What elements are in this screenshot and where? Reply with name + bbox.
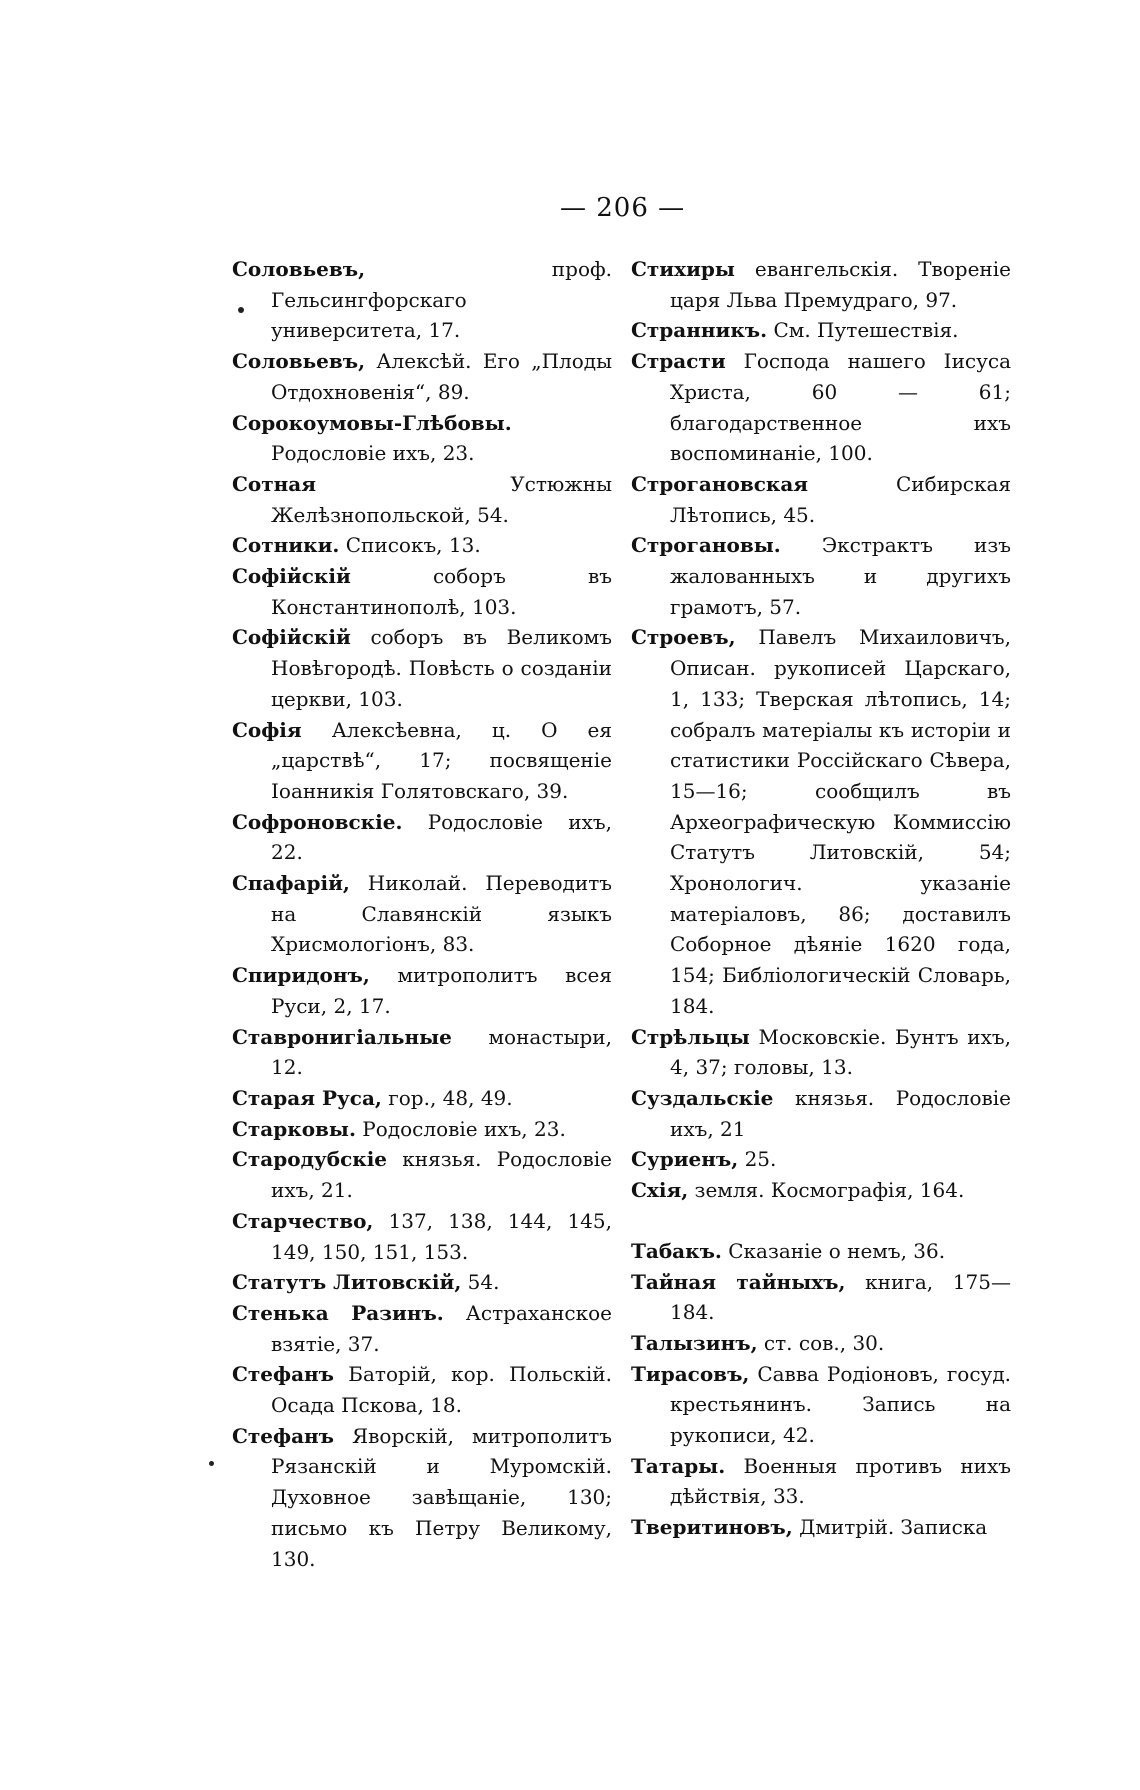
scan-speck bbox=[238, 307, 244, 313]
entry-heading: Стенька Разинъ. bbox=[232, 1300, 444, 1325]
page-number: — 206 — bbox=[560, 193, 686, 223]
index-entry bbox=[232, 561, 612, 622]
entry-text: 137, 138, 144, 145, 149, 150, 151, 153. bbox=[271, 1208, 612, 1264]
index-entry bbox=[232, 346, 612, 407]
index-entry bbox=[232, 960, 612, 1021]
entry-text: Савва Родіоновъ, госуд. крестьянинъ. Запись на рукописи, 42. bbox=[670, 1361, 1011, 1448]
entry-text: митрополитъ всея Руси, 2, 17. bbox=[271, 963, 612, 1018]
entry-heading: Сорокоумовы-Глѣбовы. bbox=[232, 410, 512, 435]
entry-heading: Ставронигіальные bbox=[232, 1024, 452, 1049]
index-entry bbox=[631, 1512, 1011, 1543]
entry-text: князья. Родословіе ихъ, 21. bbox=[271, 1147, 612, 1203]
entry-text: Павелъ Михаиловичъ, Описан. рукописей Царскаго, 1, 133; Тверская лѣтопись, 14; собралъ матеріалы къ исторіи и статистики Россійскаго Сѣвера, 15—16; сообщилъ въ Археографическую Коммиссію Статутъ Литовскій, 54; Хронологич. указаніе матеріаловъ, 86; доставилъ Соборное дѣяніе 1620 года, 154; Библіологическій Словарь, 184. bbox=[670, 625, 1011, 1018]
entry-text: Списокъ, 13. bbox=[339, 533, 481, 558]
index-entry bbox=[631, 530, 1011, 622]
entry-heading: Татары. bbox=[631, 1453, 726, 1478]
entry-text: соборъ въ Константинополѣ, 103. bbox=[271, 564, 612, 619]
entry-heading: Стрѣльцы bbox=[631, 1024, 750, 1049]
entry-heading: Старчество, bbox=[232, 1208, 374, 1233]
entry-text: князья. Родословіе ихъ, 21 bbox=[670, 1085, 1011, 1141]
entry-heading: Стародубскіе bbox=[232, 1147, 388, 1172]
entry-text: 54. bbox=[461, 1270, 500, 1295]
index-entry bbox=[232, 408, 612, 469]
entry-heading: Статутъ Литовскій, bbox=[232, 1270, 462, 1295]
index-entry bbox=[631, 469, 1011, 530]
entry-text: Дмитрій. Записка bbox=[792, 1515, 988, 1540]
index-entry bbox=[631, 1144, 1011, 1175]
entry-heading: Страсти bbox=[631, 349, 726, 374]
entry-heading: Старая Руса, bbox=[232, 1085, 382, 1110]
entry-heading: Тверитиновъ, bbox=[631, 1515, 793, 1540]
index-entry bbox=[631, 1083, 1011, 1144]
entry-heading: Талызинъ, bbox=[631, 1330, 758, 1355]
index-entry bbox=[232, 1022, 612, 1083]
index-entry bbox=[232, 1298, 612, 1359]
entry-text: евангельскія. Твореніе царя Льва Премудраго, 97. bbox=[670, 257, 1011, 312]
entry-text: Николай. Переводитъ на Славянскій языкъ Хрисмологіонъ, 83. bbox=[271, 871, 612, 957]
scan-speck bbox=[209, 1461, 214, 1466]
entry-text: Сказаніе о немъ, 36. bbox=[721, 1238, 946, 1263]
entry-heading: Странникъ. bbox=[631, 318, 768, 343]
entry-text: Алексѣй. Его „Плоды Отдохновенія“, 89. bbox=[271, 349, 612, 404]
entry-text: Родословіе ихъ, 22. bbox=[271, 809, 612, 865]
entry-text: Московскіе. Бунтъ ихъ, 4, 37; головы, 13. bbox=[670, 1024, 1011, 1080]
entry-text: монастыри, 12. bbox=[271, 1024, 612, 1080]
entry-heading: Спиридонъ, bbox=[232, 963, 370, 988]
index-entry bbox=[631, 1328, 1011, 1359]
entry-text: Яворскій, митрополитъ Рязанскій и Муромскій. Духовное завѣщаніе, 130; письмо къ Петру Великому, 130. bbox=[271, 1423, 612, 1571]
entry-heading: Софійскій bbox=[232, 564, 351, 589]
index-entry bbox=[631, 254, 1011, 315]
index-entry bbox=[232, 530, 612, 561]
entry-text: ст. сов., 30. bbox=[757, 1330, 885, 1355]
entry-heading: Тирасовъ, bbox=[631, 1361, 750, 1386]
entry-text: См. Путешествія. bbox=[767, 318, 959, 343]
entry-text: Астраханское взятіе, 37. bbox=[271, 1300, 613, 1356]
index-entry bbox=[232, 1114, 612, 1145]
index-entry bbox=[631, 315, 1011, 346]
entry-heading: Схія, bbox=[631, 1178, 689, 1203]
index-entry bbox=[232, 1206, 612, 1267]
index-entry bbox=[631, 1236, 1011, 1267]
entry-heading: Софійскій bbox=[232, 625, 351, 650]
entry-text: земля. Космографія, 164. bbox=[688, 1178, 965, 1203]
index-entry bbox=[232, 715, 612, 807]
index-entry bbox=[232, 254, 612, 346]
index-entry bbox=[232, 868, 612, 960]
entry-heading: Старковы. bbox=[232, 1116, 356, 1141]
index-entry bbox=[631, 1022, 1011, 1083]
entry-heading: Строгановы. bbox=[631, 533, 781, 558]
index-entry bbox=[631, 1175, 1011, 1206]
index-entry bbox=[232, 1421, 612, 1575]
entry-heading: Стефанъ bbox=[232, 1423, 335, 1448]
index-column-left bbox=[232, 254, 612, 1574]
entry-heading: Строевъ, bbox=[631, 625, 736, 650]
entry-text: книга, 175—184. bbox=[670, 1269, 1011, 1325]
index-entry bbox=[232, 807, 612, 868]
entry-text: Баторій, кор. Польскій. Осада Пскова, 18. bbox=[271, 1362, 612, 1418]
entry-heading: Соловьевъ, bbox=[232, 349, 366, 374]
index-entry bbox=[232, 622, 612, 714]
entry-heading: Тайная тайныхъ, bbox=[631, 1269, 846, 1294]
entry-text: 25. bbox=[738, 1147, 777, 1172]
index-entry bbox=[232, 1144, 612, 1205]
index-entry bbox=[232, 469, 612, 530]
entry-text: Родословіе ихъ, 23. bbox=[271, 441, 475, 466]
entry-heading: Спафарій, bbox=[232, 871, 350, 896]
index-entry bbox=[232, 1359, 612, 1420]
entry-text: Сибирская Лѣтопись, 45. bbox=[670, 471, 1011, 527]
entry-heading: Стефанъ bbox=[232, 1362, 335, 1387]
entry-text: проф. Гельсингфорскаго университета, 17. bbox=[271, 257, 612, 343]
index-entry bbox=[631, 1267, 1011, 1328]
entry-heading: Суздальскіе bbox=[631, 1085, 774, 1110]
entry-heading: Табакъ. bbox=[631, 1238, 722, 1263]
entry-heading: Софроновскіе. bbox=[232, 809, 403, 834]
entry-text: соборъ въ Великомъ Новѣгородѣ. Повѣсть о созданіи церкви, 103. bbox=[271, 625, 612, 711]
entry-heading: Стихиры bbox=[631, 257, 735, 281]
index-entry bbox=[631, 1451, 1011, 1512]
entry-heading: Сотная bbox=[232, 471, 317, 496]
entry-heading: Соловьевъ, bbox=[232, 257, 366, 281]
entry-text: Алексѣевна, ц. О ея „царствѣ“, 17; посвященіе Іоанникія Голятовскаго, 39. bbox=[271, 717, 612, 803]
index-entry bbox=[631, 1359, 1011, 1451]
index-entry bbox=[631, 346, 1011, 469]
entry-text: Военныя противъ нихъ дѣйствія, 33. bbox=[670, 1453, 1011, 1509]
entry-text: Экстрактъ изъ жалованныхъ и другихъ грамотъ, 57. bbox=[670, 533, 1011, 619]
entry-heading: Суриенъ, bbox=[631, 1147, 739, 1172]
letter-section-gap bbox=[631, 1206, 1011, 1236]
entry-text: Родословіе ихъ, 23. bbox=[355, 1116, 566, 1141]
index-entry bbox=[631, 622, 1011, 1021]
entry-text: гор., 48, 49. bbox=[381, 1085, 513, 1110]
entry-heading: Сотники. bbox=[232, 533, 340, 558]
index-column-right bbox=[631, 254, 1011, 1543]
index-entry bbox=[232, 1083, 612, 1114]
index-entry bbox=[232, 1267, 612, 1298]
entry-text: Господа нашего Іисуса Христа, 60 — 61; благодарственное ихъ воспоминаніе, 100. bbox=[670, 349, 1011, 466]
entry-text: Устюжны Желѣзнопольской, 54. bbox=[271, 471, 612, 527]
entry-heading: Строгановская bbox=[631, 471, 809, 496]
entry-heading: Софія bbox=[232, 717, 302, 742]
